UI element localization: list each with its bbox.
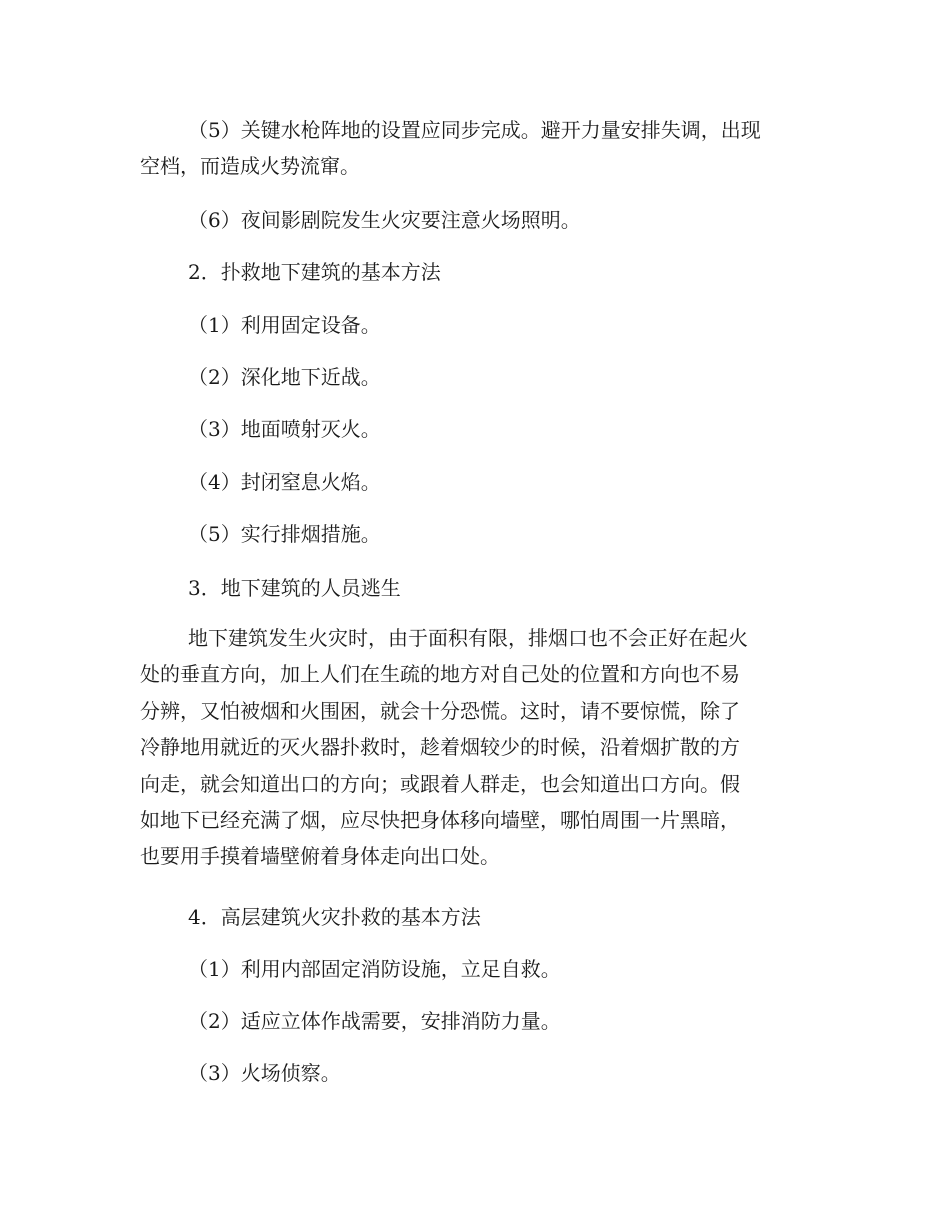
body-paragraph-line: 分辨，又怕被烟和火围困，就会十分恐慌。这时，请不要惊慌，除了: [140, 698, 740, 723]
body-paragraph-line: 也要用手摸着墙壁俯着身体走向出口处。: [140, 844, 500, 869]
section-heading-3: 3．地下建筑的人员逃生: [188, 576, 401, 600]
body-paragraph-line: 地下建筑发生火灾时，由于面积有限，排烟口也不会正好在起火: [188, 626, 748, 650]
list-item: （3）地面喷射灭火。: [188, 417, 381, 441]
list-item: （5）实行排烟措施。: [188, 522, 381, 546]
list-item: （2）适应立体作战需要，安排消防力量。: [188, 1009, 561, 1033]
section-heading-4: 4．高层建筑火灾扑救的基本方法: [188, 905, 481, 929]
body-paragraph-line: 向走，就会知道出口的方向；或跟着人群走，也会知道出口方向。假: [140, 771, 740, 796]
list-item: （1）利用固定设备。: [188, 313, 381, 337]
list-item: （1）利用内部固定消防设施，立足自救。: [188, 957, 561, 981]
body-paragraph-line: 冷静地用就近的灭火器扑救时，趁着烟较少的时候，沿着烟扩散的方: [140, 735, 740, 760]
body-paragraph: [140, 620, 810, 875]
paragraph-6: （6）夜间影剧院发生火灾要注意火场照明。: [188, 208, 581, 232]
list-item: （3）火场侦察。: [188, 1061, 341, 1085]
body-paragraph-line: 如地下已经充满了烟，应尽快把身体移向墙壁，哪怕周围一片黑暗，: [140, 808, 740, 833]
body-paragraph-line: 处的垂直方向，加上人们在生疏的地方对自己处的位置和方向也不易: [140, 662, 740, 687]
list-item: （2）深化地下近战。: [188, 365, 381, 389]
paragraph-5-line-1: （5）关键水枪阵地的设置应同步完成。避开力量安排失调，出现: [188, 118, 761, 142]
paragraph-5-line-2: 空档，而造成火势流窜。: [140, 154, 360, 178]
list-item: （4）封闭窒息火焰。: [188, 470, 381, 494]
section-heading-2: 2．扑救地下建筑的基本方法: [188, 260, 441, 284]
